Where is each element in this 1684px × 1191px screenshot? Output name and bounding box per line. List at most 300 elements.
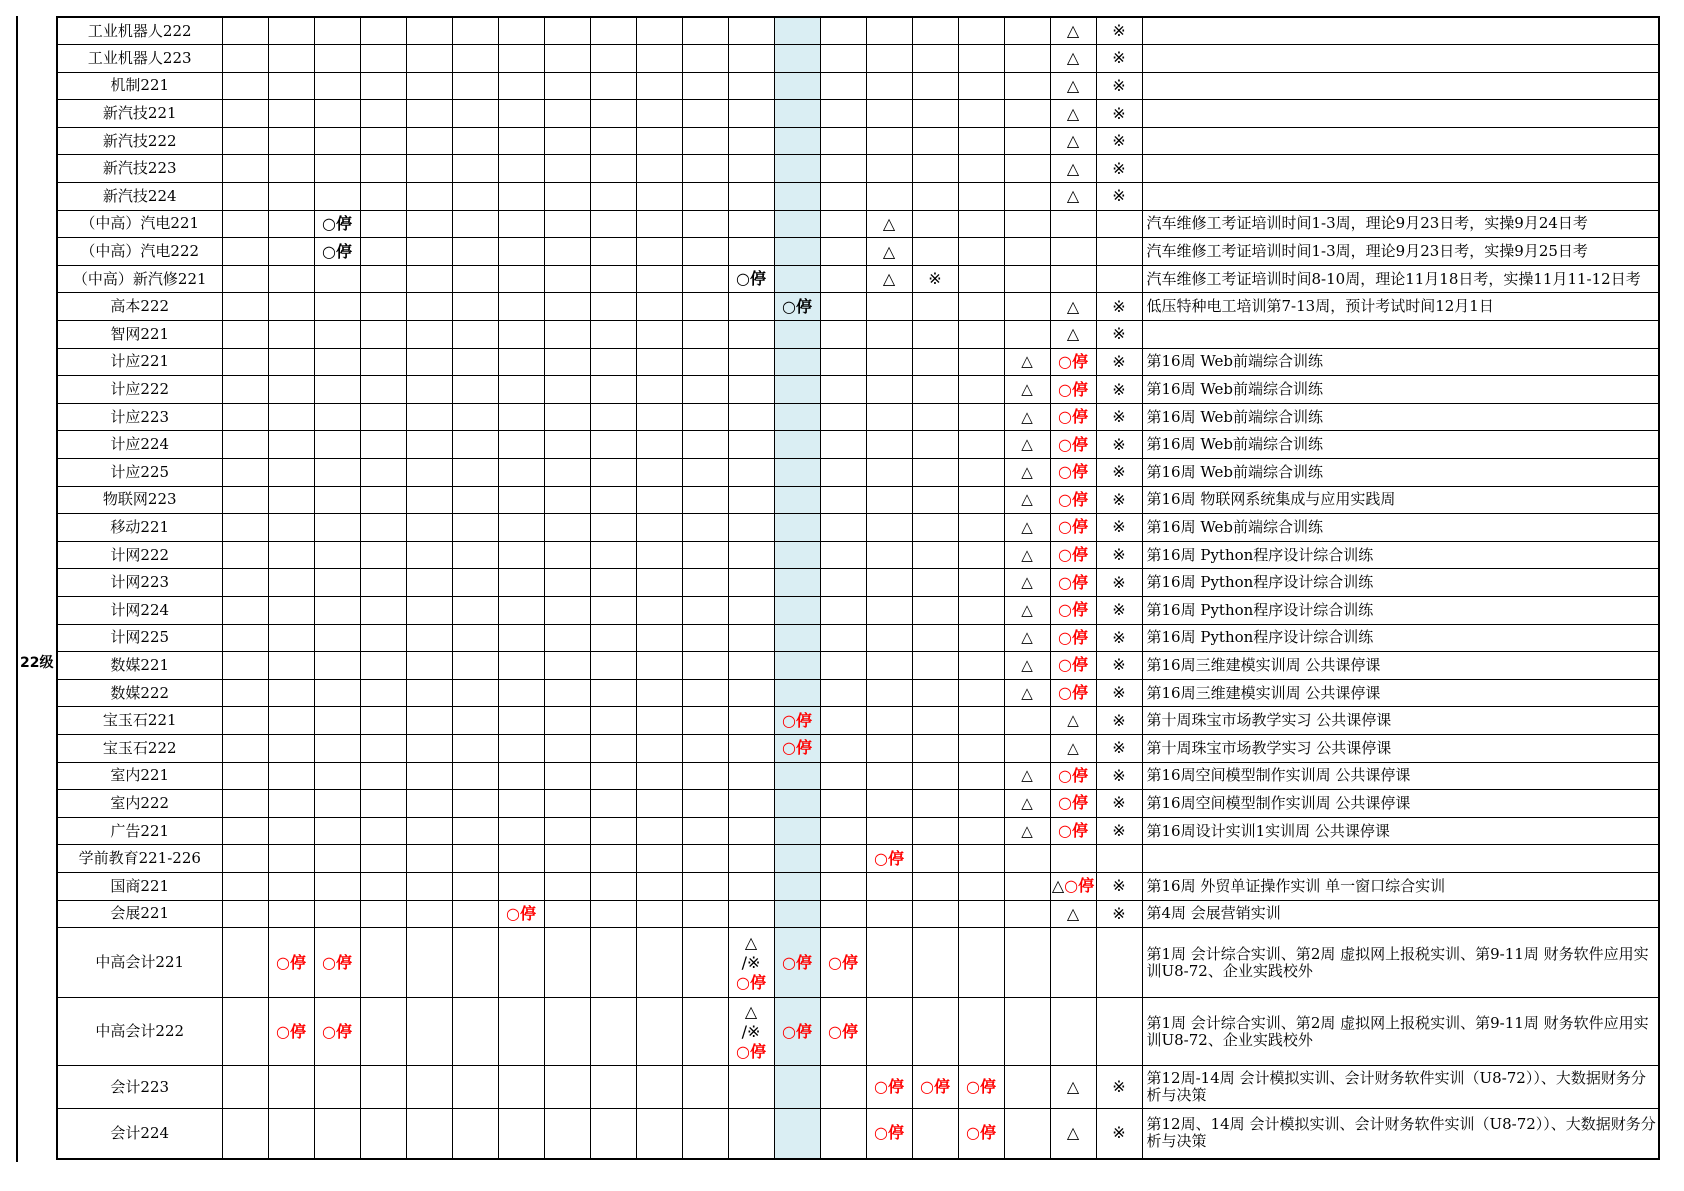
week-cell xyxy=(682,707,728,735)
week-cell xyxy=(452,486,498,514)
training-schedule-table xyxy=(56,16,1660,1160)
week-cell xyxy=(774,293,820,321)
week-cell xyxy=(682,210,728,238)
week-cell xyxy=(222,431,268,459)
week-cell xyxy=(636,790,682,818)
triangle-mark: △ xyxy=(1021,462,1033,481)
week-cell xyxy=(728,1066,774,1109)
week-cell xyxy=(222,652,268,680)
week-cell xyxy=(360,376,406,404)
table-row xyxy=(57,652,1659,680)
week-cell xyxy=(452,817,498,845)
week-cell xyxy=(774,486,820,514)
triangle-mark: △ xyxy=(1021,435,1033,454)
table-row xyxy=(57,872,1659,900)
week-cell xyxy=(452,679,498,707)
week-cell xyxy=(406,624,452,652)
reference-mark: ※ xyxy=(1112,75,1126,95)
week-cell xyxy=(820,127,866,155)
week-cell xyxy=(774,596,820,624)
week-cell xyxy=(544,459,590,487)
week-cell xyxy=(774,817,820,845)
week-cell xyxy=(222,293,268,321)
week-cell xyxy=(452,348,498,376)
week-cell xyxy=(1050,265,1096,293)
week-cell xyxy=(222,100,268,128)
week-cell xyxy=(1050,183,1096,211)
week-cell xyxy=(774,127,820,155)
week-cell xyxy=(774,183,820,211)
note-cell xyxy=(1142,155,1659,183)
week-cell xyxy=(1004,72,1050,100)
week-cell xyxy=(820,459,866,487)
class-name-cell: 物联网223 xyxy=(57,486,222,514)
week-cell xyxy=(590,1066,636,1109)
week-cell xyxy=(268,459,314,487)
triangle-mark: △ xyxy=(744,1001,758,1021)
week-cell xyxy=(222,238,268,266)
reference-mark: ※ xyxy=(1112,48,1126,68)
week-cell xyxy=(590,596,636,624)
week-cell xyxy=(1096,845,1142,873)
week-cell xyxy=(590,100,636,128)
week-cell xyxy=(590,17,636,45)
week-cell xyxy=(360,998,406,1066)
week-cell xyxy=(820,652,866,680)
week-cell xyxy=(866,376,912,404)
week-cell xyxy=(360,486,406,514)
table-row xyxy=(57,762,1659,790)
week-cell xyxy=(958,679,1004,707)
table-row xyxy=(57,998,1659,1066)
week-cell xyxy=(1050,707,1096,735)
week-cell xyxy=(774,762,820,790)
week-cell xyxy=(774,210,820,238)
week-cell xyxy=(820,707,866,735)
week-cell xyxy=(590,293,636,321)
week-cell xyxy=(406,1066,452,1109)
triangle-mark: △ xyxy=(1021,655,1033,674)
week-cell xyxy=(1050,900,1096,928)
week-cell xyxy=(682,45,728,73)
reference-mark: ※ xyxy=(1112,21,1126,41)
week-cell xyxy=(544,265,590,293)
triangle-mark: △ xyxy=(1066,158,1080,178)
week-cell xyxy=(544,127,590,155)
week-cell xyxy=(1050,569,1096,597)
week-cell xyxy=(314,348,360,376)
week-cell xyxy=(682,817,728,845)
week-cell xyxy=(1096,210,1142,238)
week-cell xyxy=(682,652,728,680)
reference-mark: ※ xyxy=(1112,324,1126,344)
class-name-cell: 室内222 xyxy=(57,790,222,818)
week-cell xyxy=(314,624,360,652)
week-cell xyxy=(728,624,774,652)
week-cell xyxy=(866,17,912,45)
week-cell xyxy=(452,45,498,73)
week-cell xyxy=(1096,514,1142,542)
class-name-cell: 移动221 xyxy=(57,514,222,542)
week-cell xyxy=(682,845,728,873)
week-cell xyxy=(820,734,866,762)
week-cell xyxy=(498,734,544,762)
week-cell xyxy=(958,541,1004,569)
class-name-cell: （中高）汽电221 xyxy=(57,210,222,238)
note-cell xyxy=(1142,845,1659,873)
week-cell xyxy=(222,624,268,652)
week-cell xyxy=(728,127,774,155)
week-cell xyxy=(866,403,912,431)
reference-mark: /※ xyxy=(741,1021,761,1041)
week-cell xyxy=(222,679,268,707)
week-cell xyxy=(728,514,774,542)
week-cell xyxy=(1004,998,1050,1066)
week-cell xyxy=(958,817,1004,845)
week-cell xyxy=(314,293,360,321)
week-cell xyxy=(268,321,314,349)
week-cell xyxy=(314,928,360,998)
week-cell xyxy=(544,596,590,624)
week-cell xyxy=(452,624,498,652)
week-cell xyxy=(912,127,958,155)
week-cell xyxy=(728,17,774,45)
week-cell xyxy=(268,596,314,624)
week-cell xyxy=(590,459,636,487)
week-cell xyxy=(314,183,360,211)
stop-mark: ○停 xyxy=(782,296,812,316)
week-cell xyxy=(912,569,958,597)
week-cell xyxy=(958,293,1004,321)
week-cell xyxy=(958,707,1004,735)
week-cell xyxy=(1050,45,1096,73)
week-cell xyxy=(498,293,544,321)
week-cell xyxy=(268,293,314,321)
week-cell xyxy=(1050,486,1096,514)
note-cell: 第十周珠宝市场教学实习 公共课停课 xyxy=(1142,734,1659,762)
week-cell xyxy=(1096,17,1142,45)
triangle-mark: △ xyxy=(1066,1123,1080,1143)
week-cell xyxy=(498,845,544,873)
week-cell xyxy=(406,790,452,818)
week-cell xyxy=(912,486,958,514)
class-name-cell: 国商221 xyxy=(57,872,222,900)
week-cell xyxy=(590,72,636,100)
week-cell xyxy=(636,652,682,680)
week-cell xyxy=(452,127,498,155)
class-name-cell: 计应225 xyxy=(57,459,222,487)
week-cell xyxy=(866,265,912,293)
week-cell xyxy=(314,596,360,624)
week-cell xyxy=(866,624,912,652)
week-cell xyxy=(406,238,452,266)
week-cell xyxy=(1050,734,1096,762)
triangle-mark: △ xyxy=(1066,296,1080,316)
week-cell xyxy=(544,817,590,845)
week-cell xyxy=(1004,321,1050,349)
week-cell xyxy=(590,652,636,680)
week-cell xyxy=(452,900,498,928)
week-cell xyxy=(820,1066,866,1109)
week-cell xyxy=(452,514,498,542)
week-cell xyxy=(958,900,1004,928)
week-cell xyxy=(360,928,406,998)
triangle-mark: △ xyxy=(882,241,896,261)
triangle-mark: △ xyxy=(882,213,896,233)
week-cell xyxy=(268,17,314,45)
week-cell xyxy=(222,321,268,349)
week-cell xyxy=(912,431,958,459)
week-cell xyxy=(406,403,452,431)
week-cell xyxy=(958,238,1004,266)
week-cell xyxy=(820,514,866,542)
week-cell xyxy=(1096,127,1142,155)
week-cell xyxy=(544,321,590,349)
week-cell xyxy=(912,72,958,100)
week-cell xyxy=(406,845,452,873)
reference-mark: ※ xyxy=(1112,600,1126,620)
week-cell xyxy=(590,403,636,431)
week-cell xyxy=(544,210,590,238)
week-cell xyxy=(866,293,912,321)
week-cell xyxy=(636,734,682,762)
week-cell xyxy=(636,17,682,45)
note-cell: 汽车维修工考证培训时间1-3周，理论9月23日考，实操9月25日考 xyxy=(1142,238,1659,266)
week-cell xyxy=(498,928,544,998)
week-cell xyxy=(222,845,268,873)
week-cell xyxy=(360,293,406,321)
week-cell xyxy=(406,155,452,183)
week-cell xyxy=(314,569,360,597)
stop-mark: ○停 xyxy=(322,241,352,261)
note-cell: 第4周 会展营销实训 xyxy=(1142,900,1659,928)
triangle-mark: △ xyxy=(1066,903,1080,923)
week-cell xyxy=(1096,817,1142,845)
class-name-cell: 计应223 xyxy=(57,403,222,431)
triangle-mark: △ xyxy=(1021,380,1033,399)
week-cell xyxy=(498,762,544,790)
week-cell xyxy=(958,762,1004,790)
week-cell xyxy=(268,624,314,652)
week-cell xyxy=(1050,321,1096,349)
week-cell xyxy=(636,624,682,652)
week-cell xyxy=(498,707,544,735)
triangle-mark: △ xyxy=(1021,600,1033,619)
week-cell xyxy=(866,734,912,762)
week-cell xyxy=(452,790,498,818)
week-cell xyxy=(912,155,958,183)
week-cell xyxy=(774,265,820,293)
week-cell xyxy=(360,321,406,349)
week-cell xyxy=(268,127,314,155)
week-cell xyxy=(728,459,774,487)
week-cell xyxy=(1004,679,1050,707)
note-cell: 第1周 会计综合实训、第2周 虚拟网上报税实训、第9-11周 财务软件应用实训U8-72、企业实践校外 xyxy=(1142,928,1659,998)
week-cell xyxy=(636,596,682,624)
week-cell xyxy=(498,624,544,652)
week-cell xyxy=(268,679,314,707)
week-cell xyxy=(268,734,314,762)
note-cell: 汽车维修工考证培训时间8-10周，理论11月18日考，实操11月11-12日考 xyxy=(1142,265,1659,293)
triangle-mark: △ xyxy=(1066,324,1080,344)
week-cell xyxy=(912,998,958,1066)
triangle-mark: △ xyxy=(1021,793,1033,812)
week-cell xyxy=(636,998,682,1066)
week-cell xyxy=(958,348,1004,376)
week-cell xyxy=(498,72,544,100)
stop-mark: ○停 xyxy=(920,1077,950,1097)
table-row xyxy=(57,348,1659,376)
week-cell xyxy=(1050,100,1096,128)
week-cell xyxy=(1004,928,1050,998)
triangle-mark: △ xyxy=(1066,21,1080,41)
week-cell xyxy=(222,928,268,998)
class-name-cell: 广告221 xyxy=(57,817,222,845)
week-cell xyxy=(452,541,498,569)
week-cell xyxy=(912,459,958,487)
week-cell xyxy=(360,45,406,73)
week-cell xyxy=(820,210,866,238)
week-cell xyxy=(1004,817,1050,845)
stop-mark: ○停 xyxy=(322,952,352,972)
reference-mark: ※ xyxy=(1112,821,1126,841)
week-cell xyxy=(682,790,728,818)
week-cell xyxy=(498,872,544,900)
week-cell xyxy=(222,569,268,597)
week-cell xyxy=(314,817,360,845)
week-cell xyxy=(820,72,866,100)
week-cell xyxy=(958,928,1004,998)
triangle-mark: △ xyxy=(1066,48,1080,68)
week-cell xyxy=(912,900,958,928)
week-cell xyxy=(1004,514,1050,542)
stop-mark: ○停 xyxy=(1058,683,1088,703)
week-cell xyxy=(682,17,728,45)
week-cell xyxy=(774,734,820,762)
triangle-mark: △ xyxy=(1021,407,1033,426)
week-cell xyxy=(912,624,958,652)
week-cell xyxy=(360,17,406,45)
week-cell xyxy=(452,569,498,597)
week-cell xyxy=(912,679,958,707)
week-cell xyxy=(866,100,912,128)
note-cell xyxy=(1142,17,1659,45)
week-cell xyxy=(406,17,452,45)
reference-mark: ※ xyxy=(1112,296,1126,316)
week-cell xyxy=(820,596,866,624)
week-cell xyxy=(728,845,774,873)
reference-mark: ※ xyxy=(1112,876,1126,896)
week-cell xyxy=(820,928,866,998)
week-cell xyxy=(590,265,636,293)
week-cell xyxy=(1096,459,1142,487)
week-cell xyxy=(774,459,820,487)
week-cell xyxy=(222,45,268,73)
week-cell xyxy=(1050,624,1096,652)
week-cell xyxy=(1050,872,1096,900)
week-cell xyxy=(268,900,314,928)
week-cell xyxy=(1050,155,1096,183)
week-cell xyxy=(544,238,590,266)
week-cell xyxy=(268,183,314,211)
reference-mark: ※ xyxy=(1112,1123,1126,1143)
week-cell xyxy=(1050,431,1096,459)
week-cell xyxy=(406,210,452,238)
week-cell xyxy=(728,183,774,211)
week-cell xyxy=(728,155,774,183)
week-cell xyxy=(498,183,544,211)
week-cell xyxy=(958,998,1004,1066)
week-cell xyxy=(498,155,544,183)
week-cell xyxy=(406,486,452,514)
reference-mark: ※ xyxy=(1112,517,1126,537)
week-cell xyxy=(590,45,636,73)
stop-mark: ○停 xyxy=(782,738,812,758)
week-cell xyxy=(268,928,314,998)
week-cell xyxy=(820,624,866,652)
stop-mark: ○停 xyxy=(276,1021,306,1041)
week-cell xyxy=(222,762,268,790)
week-cell xyxy=(406,183,452,211)
reference-mark: ※ xyxy=(1112,903,1126,923)
week-cell xyxy=(820,569,866,597)
week-cell xyxy=(1004,376,1050,404)
week-cell xyxy=(958,872,1004,900)
week-cell xyxy=(682,403,728,431)
week-cell xyxy=(222,72,268,100)
week-cell xyxy=(912,541,958,569)
stop-mark: ○停 xyxy=(1058,793,1088,813)
week-cell xyxy=(912,265,958,293)
week-cell xyxy=(1096,872,1142,900)
reference-mark: ※ xyxy=(928,269,942,289)
week-cell xyxy=(268,100,314,128)
note-cell: 第16周 外贸单证操作实训 单一窗口综合实训 xyxy=(1142,872,1659,900)
week-cell xyxy=(958,376,1004,404)
week-cell xyxy=(314,45,360,73)
week-cell xyxy=(636,376,682,404)
week-cell xyxy=(360,265,406,293)
stop-mark: ○停 xyxy=(1058,379,1088,399)
note-cell: 第12周、14周 会计模拟实训、会计财务软件实训（U8-72））、大数据财务分析与决策 xyxy=(1142,1109,1659,1159)
week-cell xyxy=(222,1066,268,1109)
week-cell xyxy=(360,155,406,183)
week-cell xyxy=(1096,265,1142,293)
triangle-mark: △ xyxy=(1066,75,1080,95)
week-cell xyxy=(1050,845,1096,873)
week-cell xyxy=(1004,265,1050,293)
week-cell xyxy=(682,1109,728,1159)
stop-mark: ○停 xyxy=(322,213,352,233)
week-cell xyxy=(406,265,452,293)
week-cell xyxy=(590,238,636,266)
class-name-cell: 数媒222 xyxy=(57,679,222,707)
table-row xyxy=(57,817,1659,845)
week-cell xyxy=(314,845,360,873)
week-cell xyxy=(866,928,912,998)
table-row xyxy=(57,1066,1659,1109)
week-cell xyxy=(636,1109,682,1159)
week-cell xyxy=(820,45,866,73)
week-cell xyxy=(820,100,866,128)
week-cell xyxy=(544,845,590,873)
class-name-cell: 工业机器人222 xyxy=(57,17,222,45)
week-cell xyxy=(774,652,820,680)
week-cell xyxy=(1004,348,1050,376)
week-cell xyxy=(268,1109,314,1159)
week-cell xyxy=(544,569,590,597)
week-cell xyxy=(1050,1066,1096,1109)
